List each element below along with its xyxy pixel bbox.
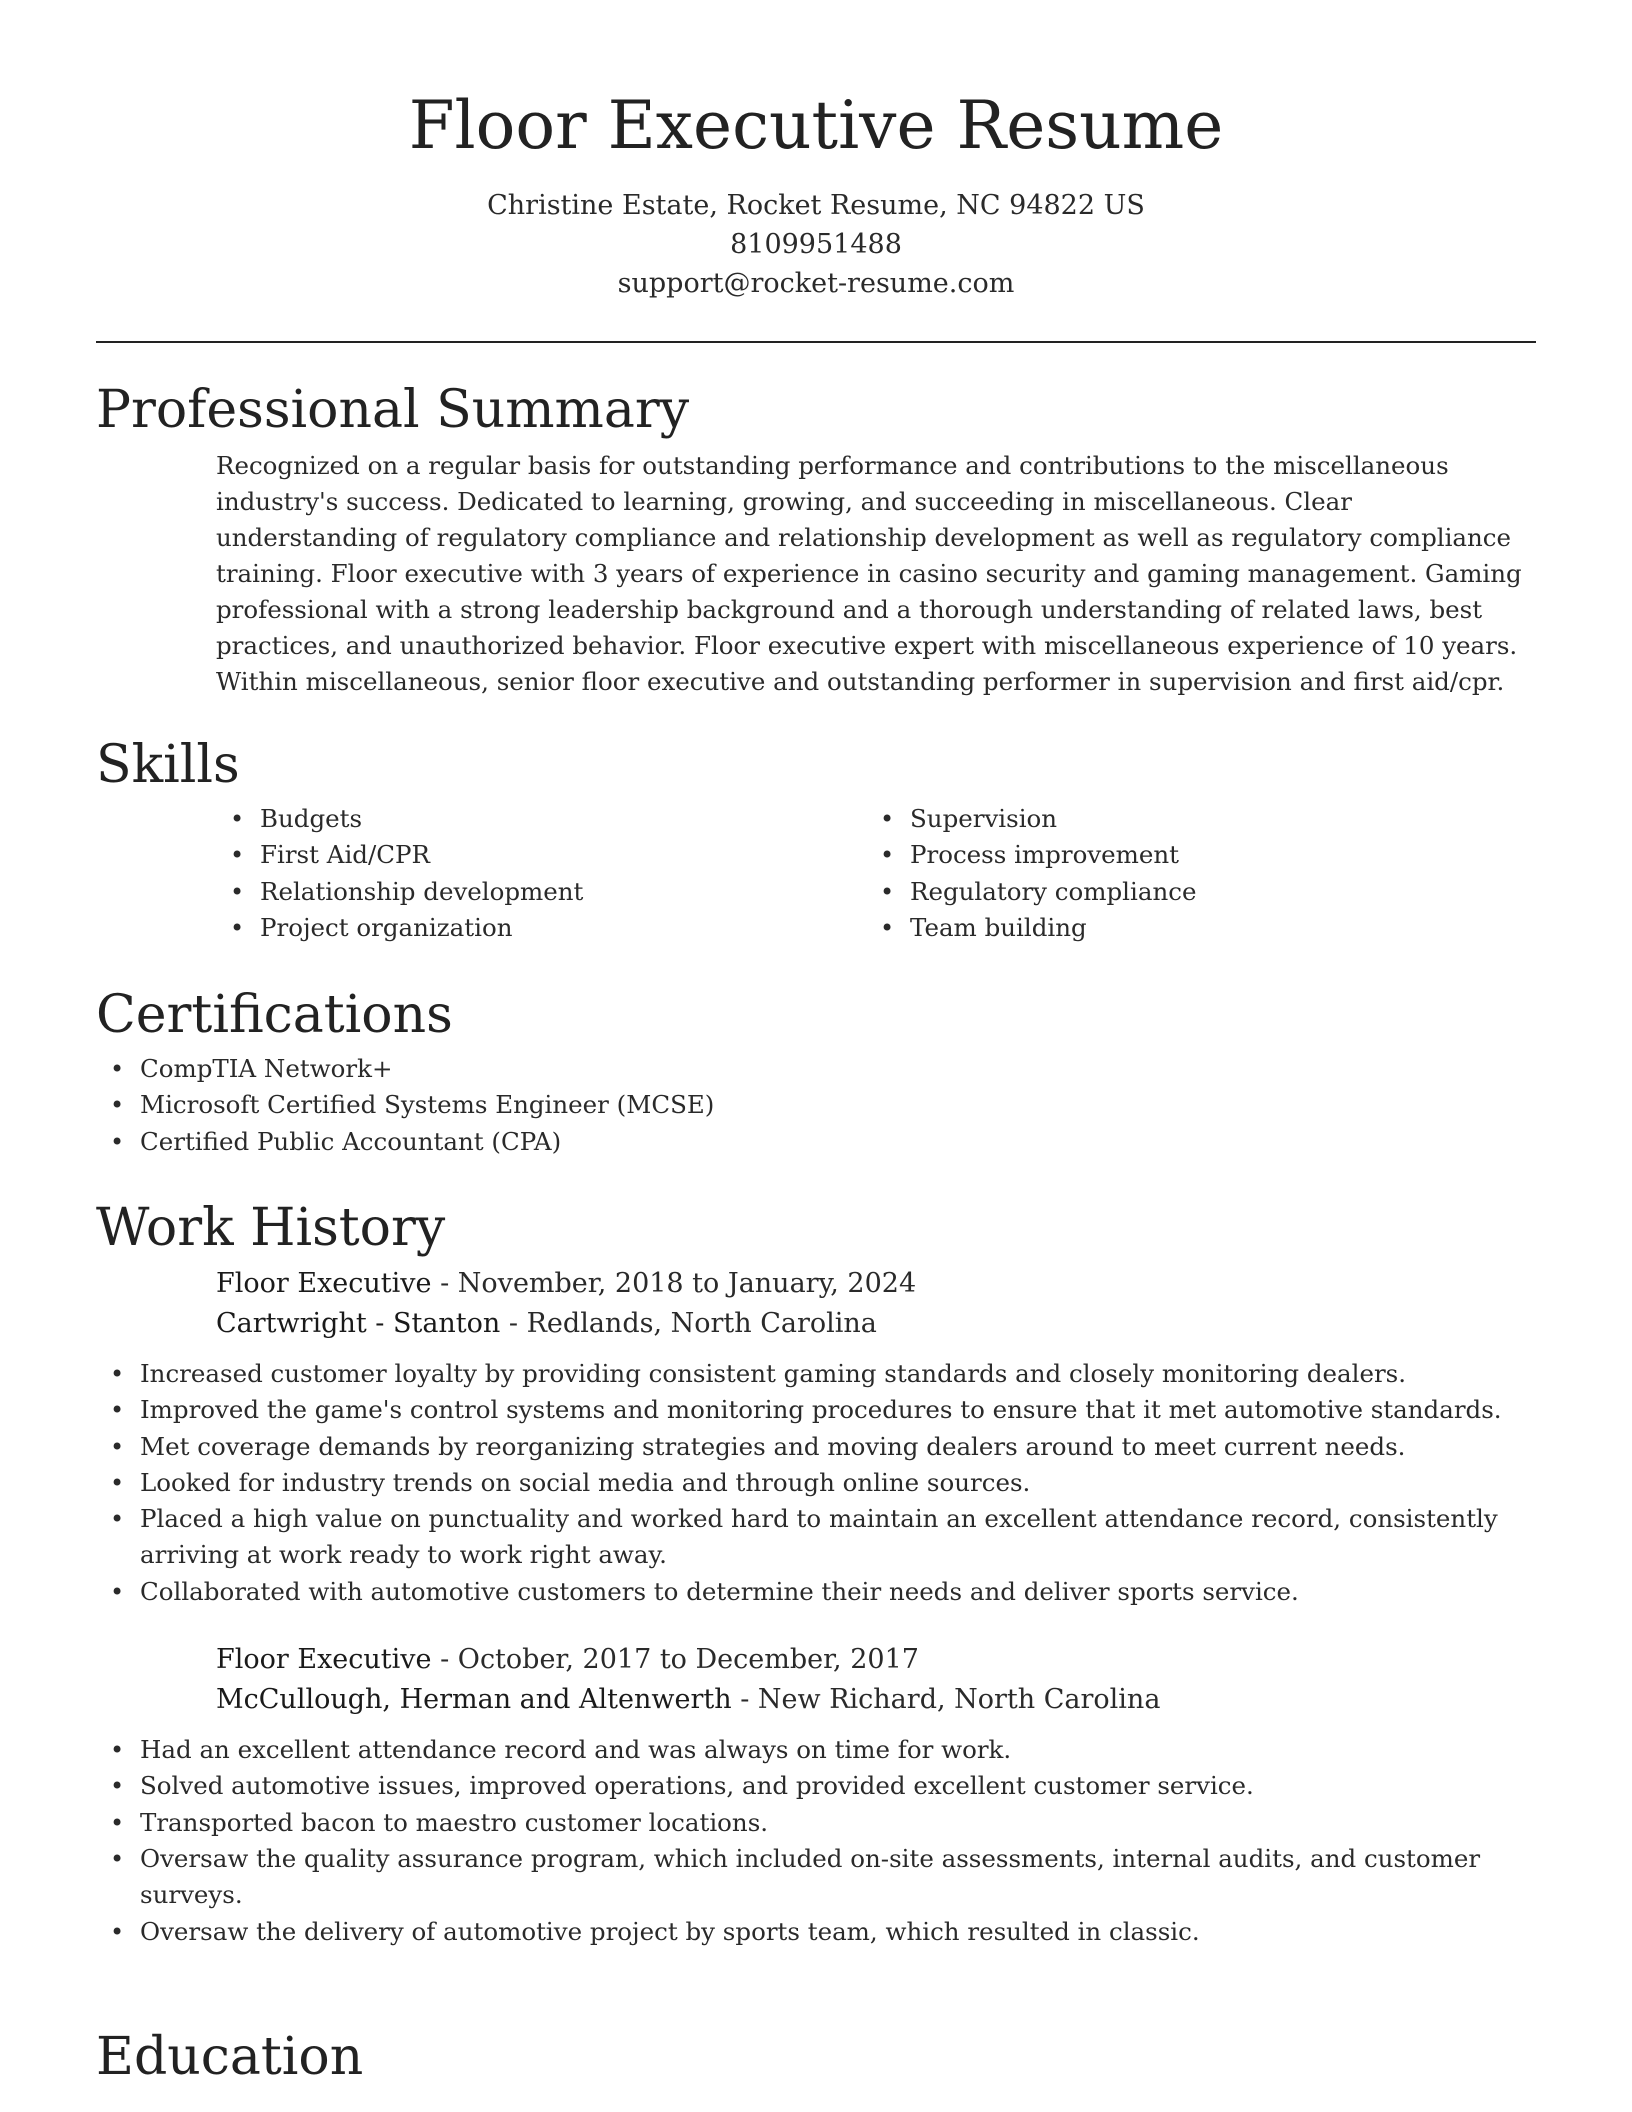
job-company: McCullough, Herman and Altenwerth <box>216 1684 732 1716</box>
skill-item: • Budgets <box>216 801 866 837</box>
certifications-heading: Certifications <box>96 985 453 1045</box>
job-title: Floor Executive <box>216 1268 432 1299</box>
education-section <box>96 2025 1536 2089</box>
skills-heading: Skills <box>96 735 240 795</box>
job-dates: - November, 2018 to January, 2024 <box>431 1268 917 1299</box>
job-bullet: • Improved the game's control systems and monitoring procedures to ensure that it met automotive standards. <box>96 1392 1536 1428</box>
job-location: - New Richard, North Carolina <box>731 1684 1161 1716</box>
job-bullet: • Oversaw the quality assurance program, which included on-site assessments, internal audits, and customer surveys. <box>96 1841 1536 1914</box>
job-location: - Redlands, North Carolina <box>500 1308 877 1339</box>
summary-heading: Professional Summary <box>96 380 690 440</box>
job-bullet: • Transported bacon to maestro customer locations. <box>96 1805 1536 1841</box>
skill-item: • Process improvement <box>866 837 1516 873</box>
skills-section <box>96 733 1536 946</box>
contact-address: Christine Estate, Rocket Resume, NC 94822 US <box>487 190 1145 221</box>
contact-info <box>0 186 1632 303</box>
contact-email: support@rocket-resume.com <box>617 268 1015 299</box>
skill-item: • Relationship development <box>216 874 866 910</box>
job-bullet: • Collaborated with automotive customers to determine their needs and deliver sports service. <box>96 1574 1536 1610</box>
job-entry <box>216 1640 1536 1720</box>
skills-columns <box>216 801 1536 946</box>
job-bullet: • Had an excellent attendance record and was always on time for work. <box>96 1732 1536 1768</box>
certifications-list <box>96 1051 1536 1160</box>
job-company-line <box>216 1304 1536 1344</box>
skill-item: • Team building <box>866 910 1516 946</box>
work-history-section <box>96 1196 1536 1950</box>
resume-title: Floor Executive Resume <box>408 87 1224 164</box>
skill-item: • Supervision <box>866 801 1516 837</box>
resume-header <box>0 0 1632 303</box>
header-divider <box>96 341 1536 343</box>
summary-section <box>96 378 1536 700</box>
contact-phone: 8109951488 <box>730 229 902 260</box>
job-bullets <box>96 1732 1536 1950</box>
certification-item: • Microsoft Certified Systems Engineer (MCSE) <box>96 1087 1536 1123</box>
certifications-section <box>96 983 1536 1160</box>
education-heading: Education <box>96 2027 364 2087</box>
work-history-heading: Work History <box>96 1198 446 1258</box>
job-bullet: • Met coverage demands by reorganizing strategies and moving dealers around to meet current needs. <box>96 1429 1536 1465</box>
job-company: Cartwright - Stanton <box>216 1308 501 1339</box>
job-company-line <box>216 1680 1536 1720</box>
job-bullet: • Solved automotive issues, improved operations, and provided excellent customer service. <box>96 1768 1536 1804</box>
job-entry <box>216 1264 1536 1344</box>
job-title-line <box>216 1640 1536 1680</box>
skills-list-right <box>866 801 1516 946</box>
job-bullet: • Increased customer loyalty by providing consistent gaming standards and closely monitoring dealers. <box>96 1356 1536 1392</box>
certification-item: • CompTIA Network+ <box>96 1051 1536 1087</box>
skill-item: • First Aid/CPR <box>216 837 866 873</box>
job-bullet: • Looked for industry trends on social media and through online sources. <box>96 1465 1536 1501</box>
job-bullet: • Oversaw the delivery of automotive project by sports team, which resulted in classic. <box>96 1914 1536 1950</box>
job-bullet: • Placed a high value on punctuality and worked hard to maintain an excellent attendance record, consistently arriving at work ready to work right away. <box>96 1501 1536 1574</box>
job-title: Floor Executive <box>216 1644 432 1676</box>
skill-item: • Project organization <box>216 910 866 946</box>
job-bullets <box>96 1356 1536 1610</box>
certification-item: • Certified Public Accountant (CPA) <box>96 1124 1536 1160</box>
skills-list-left <box>216 801 866 946</box>
summary-text: Recognized on a regular basis for outstanding performance and contributions to the miscellaneous industry's success. Dedicated to learning, growing, and succeeding in miscellaneous. Clear understanding of regulatory compliance and relationship development as well as regulatory compliance training. Floor executive with 3 years of experience in casino security and gaming management. Gaming professional with a strong leadership background and a thorough understanding of related laws, best practices, and unauthorized behavior. Floor executive expert with miscellaneous experience of 10 years. Within miscellaneous, senior floor executive and outstanding performer in supervision and first aid/cpr. <box>216 451 1522 696</box>
job-dates: - October, 2017 to December, 2017 <box>431 1644 919 1676</box>
job-title-line <box>216 1264 1536 1304</box>
skill-item: • Regulatory compliance <box>866 874 1516 910</box>
